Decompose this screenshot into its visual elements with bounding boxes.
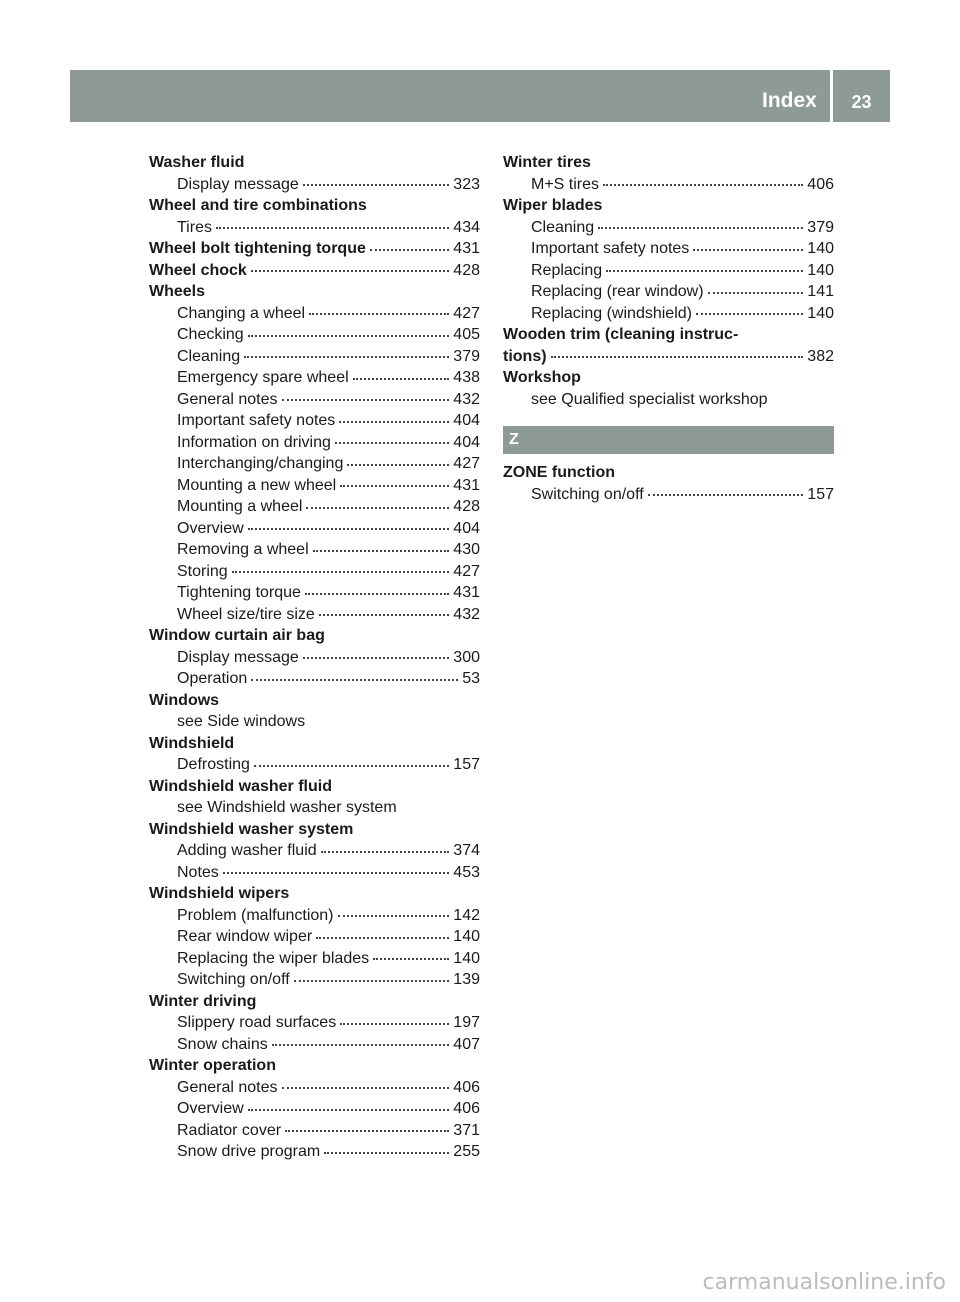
index-row [503, 281, 834, 303]
page-ref[interactable]: 406 [453, 1100, 480, 1117]
index-row [149, 432, 480, 454]
index-row [503, 303, 834, 325]
page-ref[interactable]: 428 [453, 498, 480, 515]
page-ref[interactable]: 428 [453, 261, 480, 279]
page-ref[interactable]: 438 [453, 369, 480, 386]
index-row [503, 484, 834, 506]
page-ref[interactable]: 453 [453, 863, 480, 881]
index-subentry-label: Overview [177, 1100, 244, 1117]
index-term: Wheel chock [149, 261, 247, 279]
index-subentry-label: Mounting a new wheel [177, 476, 337, 494]
index-column-right [503, 152, 834, 505]
index-entry [503, 367, 834, 410]
index-row [503, 346, 834, 368]
index-subentry-label: Slippery road surfaces [177, 1014, 337, 1031]
page-ref[interactable]: 431 [453, 476, 480, 494]
page-ref[interactable]: 406 [453, 1078, 480, 1096]
index-entry [149, 819, 480, 884]
index-term: Wooden trim (cleaning instruc- [503, 326, 739, 343]
index-row [149, 754, 480, 776]
index-subentry-label: Switching on/off [531, 485, 644, 503]
index-row [149, 948, 480, 970]
leader-dots [603, 184, 803, 186]
leader-dots [370, 249, 449, 251]
index-entry [149, 1055, 480, 1163]
leader-dots [272, 1044, 450, 1046]
index-subentry-label: Mounting a wheel [177, 498, 303, 515]
index-row [149, 518, 480, 540]
index-row [503, 174, 834, 196]
index-subentry-label: Snow chains [177, 1035, 268, 1053]
index-row [149, 174, 480, 196]
index-row [503, 260, 834, 282]
leader-dots [598, 227, 803, 229]
leader-dots [306, 507, 449, 509]
index-entry [503, 152, 834, 195]
index-subentry-label: Notes [177, 863, 219, 881]
index-subentry-label: Removing a wheel [177, 541, 309, 558]
index-row [149, 604, 480, 626]
index-subentry-label: Changing a wheel [177, 304, 306, 322]
page-ref[interactable]: 407 [453, 1035, 480, 1053]
page-ref[interactable]: 140 [453, 949, 480, 967]
index-term: Wheel and tire combinations [149, 197, 367, 214]
index-entry [149, 733, 480, 776]
leader-dots [232, 571, 450, 573]
index-row [149, 496, 480, 518]
leader-dots [696, 313, 803, 315]
leader-dots [335, 442, 449, 444]
page-ref[interactable]: 432 [453, 390, 480, 408]
page-ref[interactable]: 53 [462, 670, 480, 687]
index-subentry-label: Emergency spare wheel [177, 369, 349, 386]
index-term: Windshield washer fluid [149, 777, 332, 795]
page-ref[interactable]: 140 [807, 304, 834, 322]
leader-dots [303, 184, 449, 186]
index-entry [149, 195, 480, 238]
index-column-left [149, 152, 480, 1163]
page-ref[interactable]: 434 [453, 218, 480, 236]
index-subentry-label: General notes [177, 1078, 278, 1096]
index-subentry-label: Replacing [531, 261, 603, 279]
index-entries-w [503, 152, 834, 410]
index-term: Window curtain air bag [149, 627, 325, 644]
page-ref[interactable]: 432 [453, 605, 480, 623]
page-title: Index [762, 89, 817, 112]
page-ref[interactable]: 142 [453, 906, 480, 924]
leader-dots [693, 249, 803, 251]
page-ref[interactable]: 374 [453, 842, 480, 859]
index-term: Windshield [149, 734, 235, 752]
index-term: Wheels [149, 283, 206, 300]
page-ref[interactable]: 427 [453, 455, 480, 472]
page-ref[interactable]: 427 [453, 562, 480, 580]
index-row [149, 260, 480, 282]
page-ref[interactable]: 157 [453, 756, 480, 773]
leader-dots [254, 765, 449, 767]
leader-dots [321, 851, 450, 853]
leader-dots [223, 872, 450, 874]
index-row [149, 475, 480, 497]
index-subentry-label: Cleaning [531, 218, 595, 236]
index-subentry-label: Replacing (windshield) [531, 304, 692, 322]
page-ref[interactable]: 382 [807, 347, 834, 365]
index-subentry-label: Storing [177, 562, 228, 580]
index-term: Wheel bolt tightening torque [149, 240, 366, 257]
leader-dots [347, 464, 449, 466]
section-header-z: Z [503, 426, 834, 454]
index-row [149, 969, 480, 991]
leader-dots [309, 313, 449, 315]
index-subentry-label: Problem (malfunction) [177, 906, 334, 924]
index-subentry-label: Radiator cover [177, 1121, 282, 1139]
page-ref[interactable]: 140 [807, 240, 834, 257]
page-ref[interactable]: 371 [453, 1121, 480, 1139]
index-entry [503, 462, 834, 505]
leader-dots [551, 356, 804, 358]
index-row [149, 238, 480, 260]
cross-reference[interactable]: see Qualified specialist workshop [531, 390, 768, 408]
index-row [149, 582, 480, 604]
page-ref[interactable]: 431 [453, 584, 480, 601]
index-entry [149, 625, 480, 690]
cross-reference[interactable]: see Side windows [177, 713, 306, 730]
page-ref[interactable]: 427 [453, 304, 480, 322]
index-subentry-label: Display message [177, 648, 299, 666]
index-entries-z [503, 462, 834, 505]
index-row [149, 346, 480, 368]
index-subentry-label: Cleaning [177, 347, 241, 365]
cross-reference[interactable]: see Windshield washer system [177, 799, 397, 816]
index-subentry-label: Overview [177, 519, 244, 537]
index-subentry-label: Snow drive program [177, 1143, 321, 1160]
index-term: Windows [149, 691, 220, 709]
index-row [149, 1077, 480, 1099]
index-subentry-label: Replacing (rear window) [531, 283, 704, 300]
leader-dots [248, 335, 450, 337]
index-term: Winter driving [149, 992, 257, 1010]
index-term: tions) [503, 347, 547, 365]
index-row [149, 1034, 480, 1056]
index-subentry-label: Defrosting [177, 756, 250, 773]
leader-dots [251, 679, 458, 681]
index-entry [149, 152, 480, 195]
index-subentry-label: Tightening torque [177, 584, 301, 601]
index-row [149, 1012, 480, 1034]
index-row [149, 324, 480, 346]
leader-dots [305, 593, 449, 595]
index-subentry-label: Interchanging/changing [177, 455, 344, 472]
index-subentry-label: M+S tires [531, 175, 600, 193]
leader-dots [282, 1087, 450, 1089]
page-ref[interactable]: 404 [453, 519, 480, 537]
index-term: Windshield washer system [149, 820, 354, 838]
leader-dots [339, 421, 449, 423]
page-ref[interactable]: 197 [453, 1014, 480, 1031]
page-number: 23 [851, 92, 872, 112]
index-entry [149, 281, 480, 625]
page-ref[interactable]: 404 [453, 433, 480, 451]
leader-dots [251, 270, 449, 272]
index-entry [149, 883, 480, 991]
index-subentry-label: Important safety notes [177, 412, 336, 429]
page-ref[interactable]: 140 [453, 928, 480, 945]
leader-dots [338, 915, 450, 917]
page-ref[interactable]: 405 [453, 326, 480, 343]
index-row [149, 561, 480, 583]
index-row [149, 217, 480, 239]
leader-dots [303, 657, 449, 659]
page-ref[interactable]: 300 [453, 648, 480, 666]
leader-dots [340, 485, 449, 487]
index-entry [503, 195, 834, 324]
index-term: Windshield wipers [149, 885, 290, 902]
index-row [503, 217, 834, 239]
index-row [149, 453, 480, 475]
index-entry [149, 991, 480, 1056]
index-row [149, 303, 480, 325]
index-row [149, 668, 480, 690]
leader-dots [313, 550, 450, 552]
index-subentry-label: General notes [177, 390, 278, 408]
index-entry [503, 324, 834, 367]
index-entry [149, 690, 480, 733]
index-subentry-label: Adding washer fluid [177, 842, 317, 859]
index-row [503, 238, 834, 260]
index-row [149, 410, 480, 432]
index-row [149, 367, 480, 389]
page-ref[interactable]: 404 [453, 412, 480, 429]
index-term: Washer fluid [149, 154, 245, 171]
index-term: Winter operation [149, 1057, 276, 1074]
index-row [149, 647, 480, 669]
leader-dots [294, 980, 450, 982]
index-subentry-label: Important safety notes [531, 240, 690, 257]
index-term: Winter tires [503, 154, 591, 171]
index-subentry-label: Checking [177, 326, 244, 343]
page-ref[interactable]: 139 [453, 971, 480, 988]
index-row [149, 389, 480, 411]
leader-dots [319, 614, 449, 616]
index-subentry-label: Rear window wiper [177, 928, 313, 945]
page-ref[interactable]: 255 [453, 1143, 480, 1160]
leader-dots [324, 1152, 449, 1154]
index-subentry-label: Operation [177, 670, 248, 687]
index-subentry-label: Switching on/off [177, 971, 290, 988]
index-row [149, 1120, 480, 1142]
leader-dots [282, 399, 450, 401]
leader-dots [648, 494, 804, 496]
leader-dots [285, 1130, 449, 1132]
page-ref[interactable]: 323 [453, 175, 480, 193]
index-subentry-label: Information on driving [177, 433, 331, 451]
index-entry [149, 238, 480, 260]
leader-dots [316, 937, 449, 939]
leader-dots [353, 378, 450, 380]
watermark: carmanualsonline.info [702, 1270, 946, 1295]
leader-dots [373, 958, 449, 960]
page-ref[interactable]: 406 [807, 175, 834, 193]
leader-dots [248, 528, 450, 530]
page-ref[interactable]: 157 [807, 485, 834, 503]
leader-dots [248, 1109, 450, 1111]
index-row [149, 840, 480, 862]
page-ref[interactable]: 379 [453, 347, 480, 365]
index-row [149, 905, 480, 927]
index-entry [149, 776, 480, 819]
index-subentry-label: Display message [177, 175, 299, 193]
page-ref[interactable]: 431 [453, 240, 480, 257]
leader-dots [606, 270, 803, 272]
index-term: ZONE function [503, 464, 615, 481]
index-term: Workshop [503, 369, 581, 386]
leader-dots [708, 292, 804, 294]
index-row [149, 539, 480, 561]
index-subentry-label: Tires [177, 218, 212, 236]
page-ref[interactable]: 140 [807, 261, 834, 279]
leader-dots [216, 227, 449, 229]
index-entry [149, 260, 480, 282]
page-ref[interactable]: 430 [453, 541, 480, 558]
index-row [149, 1141, 480, 1163]
page-ref[interactable]: 141 [807, 283, 834, 300]
page-ref[interactable]: 379 [807, 218, 834, 236]
index-term: Wiper blades [503, 197, 603, 214]
index-subentry-label: Replacing the wiper blades [177, 949, 370, 967]
leader-dots [340, 1023, 449, 1025]
leader-dots [244, 356, 449, 358]
index-row [149, 862, 480, 884]
index-row [149, 926, 480, 948]
index-subentry-label: Wheel size/tire size [177, 605, 315, 623]
index-row [149, 1098, 480, 1120]
